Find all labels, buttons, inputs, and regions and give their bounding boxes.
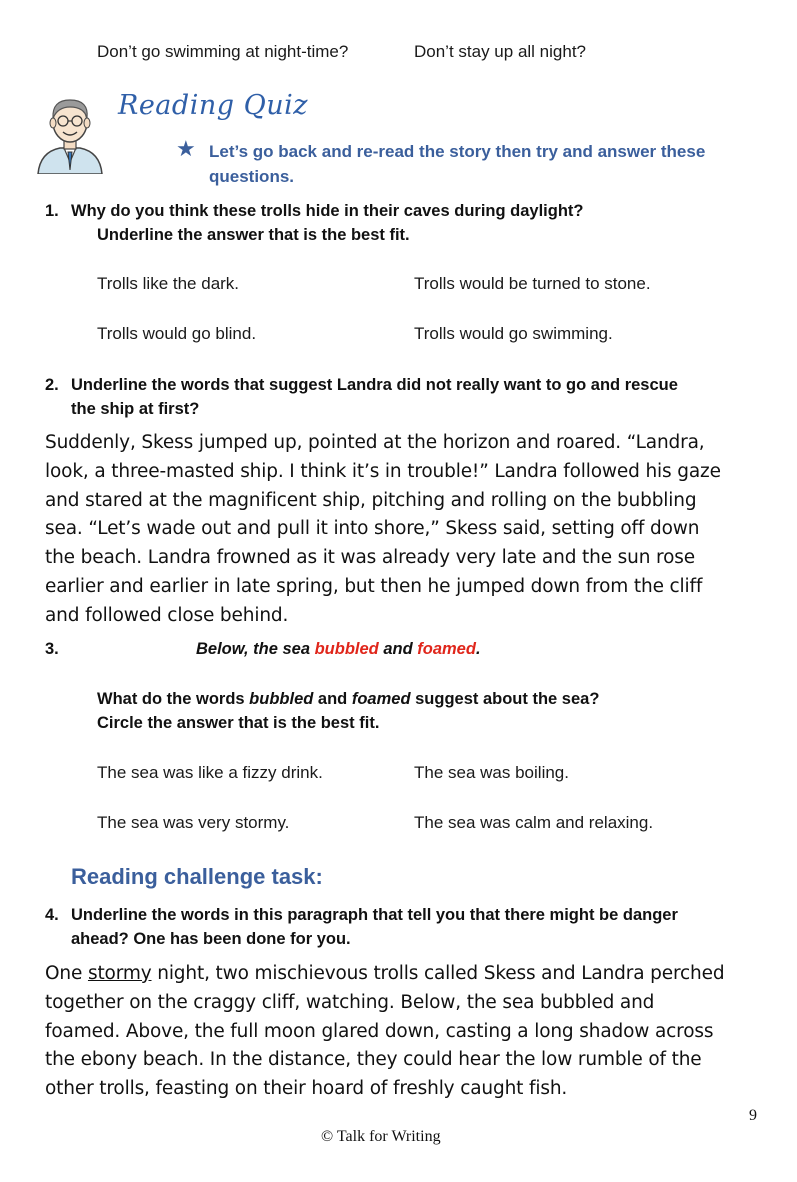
q1-line2: Underline the answer that is the best fit. [97,226,410,244]
q1-number: 1. [45,202,59,220]
q2-passage-line: the beach. Landra frowned as it was already very late and the sun rose [45,547,695,569]
q4-passage-line [45,960,790,989]
copyright-footer: © Talk for Writing [321,1128,441,1145]
q3-number: 3. [45,640,59,658]
q3-line1-foamed: foamed [351,690,411,708]
q2-passage-line: sea. “Let’s wade out and pull it into shore,” Skess said, setting off down [45,518,700,540]
q2-passage-line: and followed close behind. [45,604,289,626]
q3-quote-mid: and [378,640,418,658]
q2-passage-line: look, a three-masted ship. I think it’s in trouble!” Landra followed his gaze [45,460,721,482]
quiz-instruction: Let’s go back and re-read the story then try and answer these questions. [209,142,706,186]
q3-line1 [97,687,599,711]
q3-option-1: The sea was like a fizzy drink. [97,763,323,782]
q4-line2: ahead? One has been done for you. [71,930,351,948]
q1-option-2: Trolls would be turned to stone. [414,274,651,293]
teacher-illustration-icon [34,92,106,174]
q4-passage [45,960,790,1104]
q4-passage-underlined-word: stormy [87,963,152,984]
q4-passage-line: other trolls, feasting on their hoard of freshly caught fish. [45,1078,568,1100]
q4-passage-line: together on the craggy cliff, watching. Below, the sea bubbled and [45,991,655,1013]
q3-option-4: The sea was calm and relaxing. [414,813,654,832]
reading-challenge-heading: Reading challenge task: [71,864,323,889]
q3-option-3: The sea was very stormy. [97,813,290,832]
q4-passage-first-pre: One [45,963,88,984]
q2-passage [45,429,790,631]
star-icon: ★ [176,136,196,161]
q4-passage-first-post: night, two mischievous trolls called Skess and Landra perched [151,963,725,984]
q3-quote-pre: Below, the sea [196,640,315,658]
page-number: 9 [749,1107,757,1124]
q2-passage-line: and stared at the magnificent ship, pitching and rolling on the bubbling [45,489,697,511]
q1-line1: Why do you think these trolls hide in their caves during daylight? [71,202,584,220]
top-option-1: Don’t go swimming at night-time? [97,42,349,61]
q2-line1: Underline the words that suggest Landra did not really want to go and rescue [71,376,678,394]
top-option-2: Don’t stay up all night? [414,42,586,61]
q1-option-3: Trolls would go blind. [97,324,257,343]
q4-line1: Underline the words in this paragraph that tell you that there might be danger [71,906,678,924]
q3-line1-mid: and [313,690,352,708]
q3-line1-pre: What do the words [97,690,250,708]
q3-quote-end: . [475,640,481,658]
q1-option-4: Trolls would go swimming. [414,324,613,343]
q3-quote-word-bubbled: bubbled [314,640,379,658]
q2-line2: the ship at first? [71,400,200,418]
q4-number: 4. [45,906,59,924]
q3-line1-bubbled: bubbled [249,690,314,708]
q2-passage-line: Suddenly, Skess jumped up, pointed at the horizon and roared. “Landra, [45,432,705,453]
q3-line1-post: suggest about the sea? [410,690,600,708]
reading-quiz-title: Reading Quiz [118,90,308,121]
q3-option-2: The sea was boiling. [414,763,569,782]
q3-quote [196,637,481,661]
q1-option-1: Trolls like the dark. [97,274,240,293]
q4-passage-line: the ebony beach. In the distance, they could hear the low rumble of the [45,1049,702,1071]
q2-number: 2. [45,376,59,394]
q3-line2: Circle the answer that is the best fit. [97,714,380,732]
q3-quote-word-foamed: foamed [417,640,476,658]
q2-passage-line: earlier and earlier in late spring, but then he jumped down from the cliff [45,575,703,597]
q4-passage-line: foamed. Above, the full moon glared down, casting a long shadow across [45,1020,714,1042]
